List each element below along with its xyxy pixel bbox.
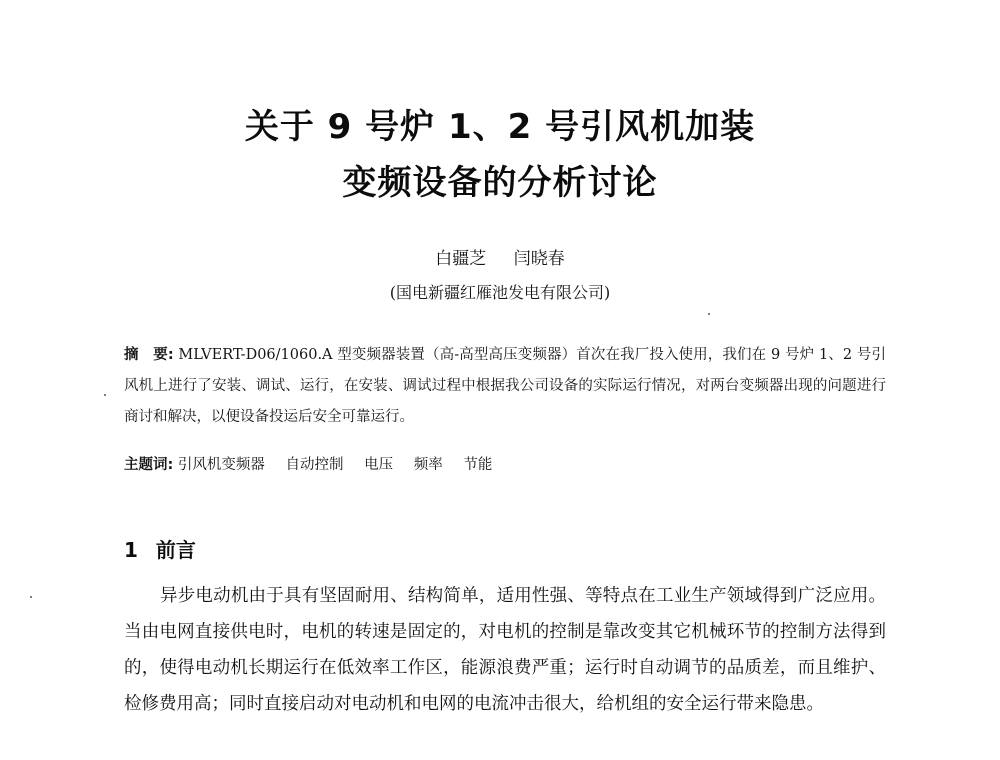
keyword: 电压 <box>364 457 394 473</box>
keyword: 自动控制 <box>285 457 344 473</box>
keyword: 频率 <box>413 457 443 473</box>
keyword: 引风机变频器 <box>177 457 265 473</box>
abstract <box>124 340 886 433</box>
scan-speck <box>104 394 106 396</box>
affiliation: (国电新疆红雁池发电有限公司) <box>389 283 611 302</box>
keyword: 节能 <box>463 457 493 473</box>
section-number: 1 <box>124 538 138 562</box>
keywords <box>124 450 886 481</box>
author-name: 闫晓春 <box>513 249 565 269</box>
scan-speck <box>708 313 710 315</box>
abstract-label: 摘 要: <box>124 347 174 363</box>
author-name: 白疆芝 <box>435 249 487 269</box>
abstract-text: MLVERT-D06/1060.A 型变频器装置（高-高型高压变频器）首次在我厂投入使用，我们在 9 号炉 1、2 号引风机上进行了安装、调试、运行，在安装、调试过程中根据我公司设备的实际运行情况，对两台变频器出现的问题进行商讨和解决，以便设备投运后安全可靠运行。 <box>124 347 886 425</box>
section-title: 前言 <box>155 538 196 562</box>
paper-title-line-1: 关于 9 号炉 1、2 号引风机加装 <box>244 107 756 147</box>
keywords-label: 主题词: <box>124 457 174 473</box>
section-heading <box>124 534 196 563</box>
authors <box>0 244 1000 269</box>
scan-speck <box>30 596 32 598</box>
body-paragraph: 异步电动机由于具有坚固耐用、结构简单，适用性强、等特点在工业生产领域得到广泛应用。当由电网直接供电时，电机的转速是固定的，对电机的控制是靠改变其它机械环节的控制方法得到的，使得电动机长期运行在低效率工作区，能源浪费严重；运行时自动调节的品质差，而且维护、检修费用高；同时直接启动对电动机和电网的电流冲击很大，给机组的安全运行带来隐患。 <box>124 586 886 714</box>
paper-title-line-2: 变频设备的分析讨论 <box>342 163 658 203</box>
